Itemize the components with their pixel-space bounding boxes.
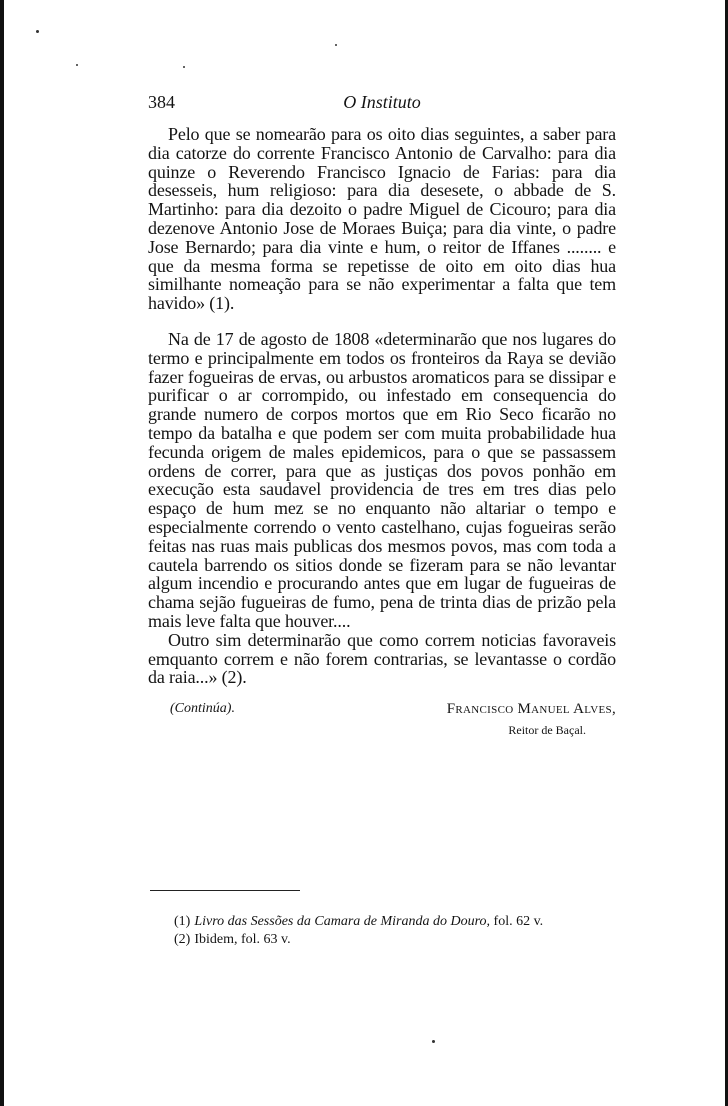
footnote-locator: fol. 62 v.	[493, 914, 544, 929]
scan-speck	[76, 64, 78, 66]
author-title: Reitor de Baçal.	[508, 723, 586, 738]
paragraph: Pelo que se nomearão para os oito dias seguintes, a saber para dia catorze do corrente Francisco Antonio de Carvalho: para dia quinze o Reverendo Francisco Ignacio de Farias: para dia desesseis, hum religioso: para dia desesete, o abbade de S. Martinho: para dia dezoito o padre Miguel de Cicouro; para dia dezenove Antonio Jose de Moraes Buiça; para dia vinte, o padre Jose Bernardo; para dia vinte e hum, o reitor de Iffanes ........ e que da mesma forma se repetisse de oito em oito dias hua similhante nomeação para se não experimentar a falta que tem havido» (1).	[148, 124, 616, 314]
signature-block	[148, 701, 616, 761]
footnote-source-title: Livro das Sessões da Camara de Miranda do Douro,	[194, 914, 491, 929]
page-number: 384	[148, 92, 175, 112]
paragraph: Na de 17 de agosto de 1808 «determinarão que nos lugares do termo e principalmente em todos os fronteiros da Raya se devião fazer fogueiras de ervas, ou arbustos aromaticos para se dissipar e purificar o ar corrompido, ou infestado em consequencia do grande numero de corpos mortos que em Rio Seco ficarão no tempo da batalha e que podem ser com muita probabilidade hua fecunda origem de males epidemicos, para o que se passassem ordens de correr, para que as justiças dos povos ponhão em execução esta saudavel providencia de tres em tres dias pelo espaço de hum mez se no enquanto não altariar o tempo e especialmente correndo o vento castelhano, cujas fogueiras serão feitas nas ruas mais publicas dos mesmos povos, mas com toda a cautela barrendo os sitios donde se fizeram para se não levantar algum incendio e procurando antes que em lugar de fugueiras de chama sejão fugueiras de fumo, pena de trinta dias de prizão pela mais leve falta que houver....	[148, 328, 616, 631]
running-title: O Instituto	[343, 92, 421, 112]
scan-speck	[36, 30, 39, 33]
scan-speck	[432, 1040, 435, 1043]
page-header	[148, 86, 616, 116]
scan-border-left	[0, 0, 4, 1106]
paragraph: Outro sim determinarão que como correm noticias favoraveis emquanto correm e não forem contrarias, se levantasse o cordão da raia...» (2).	[148, 629, 616, 688]
footnote	[174, 913, 614, 931]
footnote-marker: (1)	[174, 914, 191, 929]
footnote-marker: (2)	[174, 931, 191, 947]
footnotes	[174, 913, 614, 948]
footnote	[174, 931, 614, 949]
scan-speck	[183, 66, 185, 68]
author-name: Francisco Manuel Alves,	[446, 701, 616, 718]
scan-speck	[335, 44, 337, 46]
footnote-divider	[150, 890, 300, 891]
footnote-locator: Ibidem, fol. 63 v.	[194, 931, 291, 947]
continua-note: (Continúa).	[170, 701, 235, 717]
page-content	[148, 86, 616, 761]
